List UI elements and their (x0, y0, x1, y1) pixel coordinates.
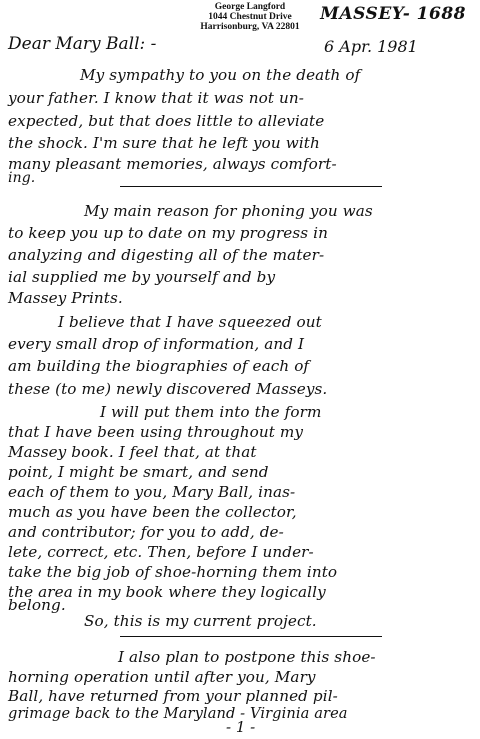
letterhead-city: Harrisonburg, VA 22801 (200, 22, 300, 32)
body-line: that I have been using throughout my (8, 423, 304, 441)
body-line: am building the biographies of each of (8, 357, 310, 375)
body-line: grimage back to the Maryland - Virginia area (8, 705, 348, 722)
body-line: the area in my book where they logically (8, 583, 326, 601)
body-line: many pleasant memories, always comfort- (8, 155, 337, 173)
body-line: every small drop of information, and I (8, 335, 305, 353)
body-line: I also plan to postpone this shoe- (118, 648, 376, 666)
body-line: My main reason for phoning you was (84, 202, 373, 220)
separator-line (120, 636, 382, 637)
body-line: horning operation until after you, Mary (8, 668, 316, 686)
page-number: - 1 - (226, 718, 256, 736)
body-line: belong. (8, 596, 66, 614)
body-line: take the big job of shoe-horning them into (8, 563, 338, 581)
body-line: Massey Prints. (8, 289, 123, 307)
body-line: lete, correct, etc. Then, before I under- (8, 543, 314, 561)
body-line: My sympathy to you on the death of (80, 66, 361, 84)
body-line: each of them to you, Mary Ball, inas- (8, 483, 296, 501)
reference-number: MASSEY- 1688 (320, 4, 466, 24)
body-line: Massey book. I feel that, at that (8, 443, 257, 461)
body-line: much as you have been the collector, (8, 503, 297, 521)
body-line: these (to me) newly discovered Masseys. (8, 380, 328, 398)
body-line: So, this is my current project. (84, 612, 317, 630)
body-line: analyzing and digesting all of the mater- (8, 246, 325, 264)
body-line: Ball, have returned from your planned pil- (8, 687, 338, 705)
body-line: the shock. I'm sure that he left you with (8, 134, 320, 152)
body-line: I believe that I have squeezed out (58, 313, 322, 331)
body-line: I will put them into the form (100, 403, 322, 421)
letterhead-street: 1044 Chestnut Drive (208, 12, 292, 22)
body-line: point, I might be smart, and send (8, 463, 269, 481)
body-line: ing. (8, 170, 36, 186)
body-line: your father. I know that it was not un- (8, 89, 304, 107)
letterhead-name: George Langford (214, 2, 286, 12)
body-line: and contributor; for you to add, de- (8, 523, 284, 541)
separator-line (120, 186, 382, 187)
greeting: Dear Mary Ball: - (8, 34, 157, 54)
letter-date: 6 Apr. 1981 (324, 37, 418, 56)
body-line: expected, but that does little to alleviate (8, 112, 325, 130)
body-line: to keep you up to date on my progress in (8, 224, 328, 242)
body-line: ial supplied me by yourself and by (8, 268, 276, 286)
